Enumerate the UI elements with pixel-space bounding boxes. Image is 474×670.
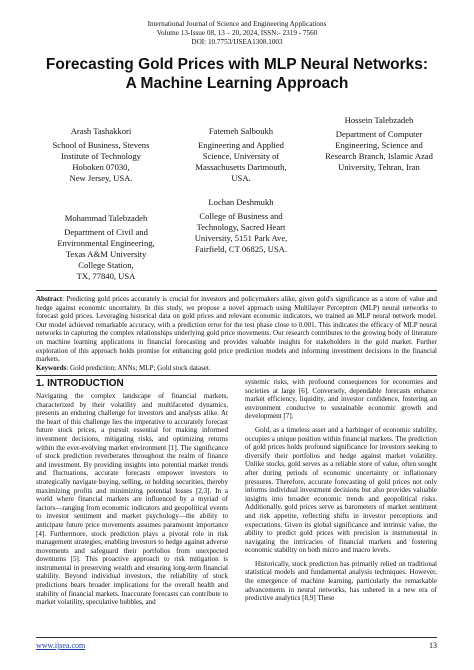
section-heading: 1. INTRODUCTION [36,378,124,389]
author-affiliation: Department of Civil and Environmental Engineering, Texas A&M University College Station, TX, 77840, USA [57,227,155,281]
author-affiliation: Engineering and Applied Science, University of Massachusetts Dartmouth, USA. [195,140,287,183]
author-name: Hossein Talebzadeh [344,115,414,125]
abstract-box [36,290,437,376]
footer-divider [36,637,437,638]
author-affiliation: College of Business and Technology, Sacred Heart University, 5151 Park Ave, Fairfield, CT 06825, USA. [194,211,288,254]
footer-website-link[interactable]: www.ijsea.com [36,641,86,650]
author-4 [36,213,176,282]
title-line-1: Forecasting Gold Prices with MLP Neural Networks: [45,56,429,73]
abstract [36,295,437,364]
keywords-text: : Gold prediction; ANNs; MLP; Gold stock dataset. [66,363,211,372]
journal-header [0,20,474,47]
author-affiliation: Department of Computer Engineering, Science and Research Branch, Islamic Azad University, Tehran, Iran [325,129,433,172]
author-3 [306,115,452,173]
journal-doi: DOI: 10.7753/IJSEA1308.1003 [191,38,283,46]
author-name: Fatemeh Salboukh [208,126,274,136]
author-1 [36,126,166,184]
right-column [245,378,437,608]
keywords-label: Keywords [36,363,67,372]
author-5 [176,197,306,255]
author-affiliation: School of Business, Stevens Institute of Technology Hoboken 07030, New Jersey, USA. [52,140,150,183]
author-name: Lochan Deshmukh [208,197,274,207]
page-number: 13 [429,641,437,650]
title-line-2: A Machine Learning Approach [125,75,349,92]
paragraph: Navigating the complex landscape of financial markets, characterized by their volatility and multifaceted dynamics, presents an enduring challenge for investors and analysts alike. At the heart of this challenge lies the imperative to accurately forecast future stock prices, a pursuit essential for making informed investment decisions, mitigating risks, and optimizing returns within the ever-evolving market environment [1]. The significance of stock prediction reverberates throughout the realm of finance and investment. By providing insights into potential market trends and fluctuations, accurate forecasts empower investors to strategically navigate buying, selling, or holding securities, thereby maximizing profits and minimizing potential losses [2,3]. In a world where financial markets are influenced by a myriad of factors—ranging from economic indicators and geopolitical events to investor sentiment and market psychology—the ability to anticipate future price movements assumes paramount importance [4]. Furthermore, stock prediction plays a pivotal role in risk management strategies, enabling investors to hedge against adverse movements and safeguard their portfolios from unexpected downturns [5]. This proactive approach to risk mitigation is instrumental in preserving wealth and ensuring long-term financial stability. Beyond individual investors, the reliability of stock predictions bears broader implications for the overall health and stability of financial markets. Inaccurate forecasts can contribute to market volatility, speculative bubbles, and [36,392,228,607]
paragraph: systemic risks, with profound consequences for economies and societies at large [6]. Conversely, dependable forecasts enhance market efficiency, liquidity, and investor confidence, fostering an environment conducive to sustainable economic growth and development [7]. [245,378,437,421]
left-column [36,378,228,612]
abstract-text: : Predicting gold prices accurately is crucial for investors and policymakers alike, given gold's significance as a store of value and hedge against economic uncertainty. In this study, we propose a novel approach using Multilayer Perceptron (MLP) neural networks to forecast gold prices. Leveraging historical data on gold prices and relevant economic indicators, we trained an MLP neural network model. Our model achieved remarkable accuracy, with a prediction error for the test phase close to 0.001. This indicates the efficacy of MLP neural networks in capturing the complex relationships underlying gold price movements. Our research contributes to the growing body of literature on machine learning applications in financial forecasting and provides valuable insights for stakeholders in the gold market. Further exploration of this approach holds promise for enhancing gold price prediction models and informing investment decisions in the financial markets. [36,295,437,364]
journal-name: International Journal of Science and Engineering Applications [147,20,327,28]
keywords [36,364,437,373]
paragraph: Historically, stock prediction has primarily relied on traditional statistical models and fundamental analysis techniques. However, the emergence of machine learning, particularly the remarkable advancements in neural networks, has ushered in a new era of predictive analytics [8,9] These [245,559,437,603]
author-name: Mohammad Talebzadeh [64,213,148,223]
paragraph: Gold, as a timeless asset and a harbinger of economic stability, occupies a unique position within financial markets. The prediction of gold prices holds profound significance for investors seeking to diversify their portfolios and hedge against market volatility. Unlike stocks, gold serves as a reliable store of value, often sought after during periods of economic uncertainty or inflationary pressures. Therefore, accurate forecasting of gold prices not only informs individual investment decisions but also provides valuable insights into broader economic trends and geopolitical risks. Additionally, gold prices serve as barometers of market sentiment and risk appetite, reflecting shifts in investor perceptions and expectations. Given its global significance and intrinsic value, the ability to predict gold prices with precision is instrumental in navigating the intricacies of financial markets and fostering economic stability on both micro and macro levels. [245,425,437,555]
abstract-label: Abstract [36,295,63,303]
author-name: Arash Tashakkori [70,126,132,136]
journal-volume: Volume 13-Issue 08, 13 – 20, 2024, ISSN:- 2319 - 7560 [156,29,318,37]
paper-title [20,55,454,93]
author-2 [176,126,306,184]
